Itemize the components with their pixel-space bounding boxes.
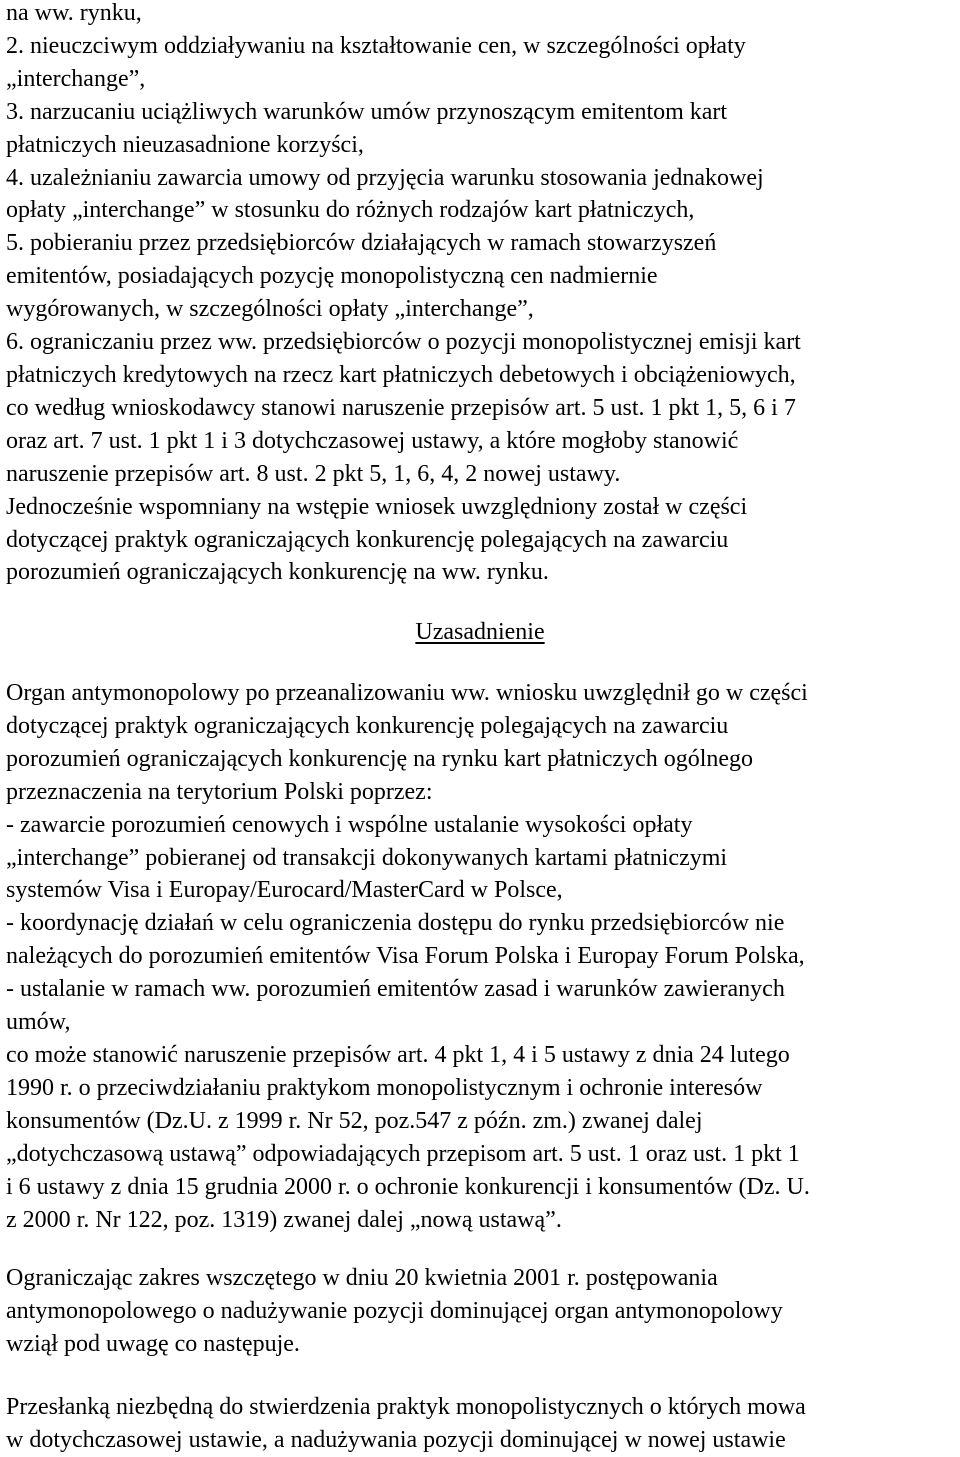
text-line: co według wnioskodawcy stanowi naruszenie przepisów art. 5 ust. 1 pkt 1, 5, 6 i 7 [6, 394, 796, 421]
text-line: z 2000 r. Nr 122, poz. 1319) zwanej dalej „nową ustawą”. [6, 1206, 562, 1233]
text-line: oraz art. 7 ust. 1 pkt 1 i 3 dotychczasowej ustawy, a które mogłoby stanowić [6, 427, 739, 454]
text-line: co może stanowić naruszenie przepisów art. 4 pkt 1, 4 i 5 ustawy z dnia 24 lutego [6, 1041, 790, 1068]
text-line: emitentów, posiadających pozycję monopolistyczną cen nadmiernie [6, 263, 658, 290]
text-line: 1990 r. o przeciwdziałaniu praktykom monopolistycznym i ochronie interesów [6, 1074, 763, 1101]
intro-list [6, 0, 801, 589]
text-line: należących do porozumień emitentów Visa Forum Polska i Europay Forum Polska, [6, 943, 805, 970]
text-line: - koordynację działań w celu ograniczenia dostępu do rynku przedsiębiorców nie [6, 910, 785, 937]
text-line: wygórowanych, w szczególności opłaty „interchange”, [6, 296, 534, 323]
text-line: na ww. rynku, [6, 0, 142, 26]
text-line: 6. ograniczaniu przez ww. przedsiębiorców o pozycji monopolistycznej emisji kart [6, 329, 801, 356]
text-line: Organ antymonopolowy po przeanalizowaniu ww. wniosku uwzględnił go w części [6, 680, 808, 706]
text-line: - zawarcie porozumień cenowych i wspólne ustalanie wysokości opłaty [6, 811, 693, 838]
text-line: dotyczącej praktyk ograniczających konkurencję polegających na zawarciu [6, 712, 729, 739]
text-line: 4. uzależnianiu zawarcia umowy od przyjęcia warunku stosowania jednakowej [6, 164, 764, 191]
text-line: „interchange” pobieranej od transakcji dokonywanych kartami płatniczymi [6, 844, 728, 871]
text-line: systemów Visa i Europay/Eurocard/MasterCard w Polsce, [6, 877, 563, 904]
text-line: 3. narzucaniu uciążliwych warunków umów przynoszącym emitentom kart [6, 98, 728, 125]
text-line: płatniczych nieuzasadnione korzyści, [6, 131, 364, 158]
text-line: Jednocześnie wspomniany na wstępie wniosek uwzględniony został w części [6, 493, 748, 520]
paragraph-premise [6, 1391, 806, 1457]
paragraph-justification [6, 677, 810, 1236]
text-line: Ograniczając zakres wszczętego w dniu 20 kwietnia 2001 r. postępowania [6, 1265, 718, 1291]
text-line: konsumentów (Dz.U. z 1999 r. Nr 52, poz.547 z późn. zm.) zwanej dalej [6, 1107, 703, 1134]
text-line: 5. pobieraniu przez przedsiębiorców działających w ramach stowarzyszeń [6, 230, 717, 257]
text-line: naruszenie przepisów art. 8 ust. 2 pkt 5, 1, 6, 4, 2 nowej ustawy. [6, 460, 621, 487]
text-line: płatniczych kredytowych na rzecz kart płatniczych debetowych i obciążeniowych, [6, 361, 796, 388]
text-line: „dotychczasową ustawą” odpowiadających przepisom art. 5 ust. 1 oraz ust. 1 pkt 1 [6, 1140, 800, 1167]
paragraph-scope [6, 1262, 783, 1361]
text-line: dotyczącej praktyk ograniczających konkurencję polegających na zawarciu [6, 526, 729, 553]
text-line: i 6 ustawy z dnia 15 grudnia 2000 r. o ochronie konkurencji i konsumentów (Dz. U. [6, 1173, 810, 1200]
text-line: opłaty „interchange” w stosunku do różnych rodzajów kart płatniczych, [6, 197, 695, 224]
text-line: porozumień ograniczających konkurencję na ww. rynku. [6, 559, 549, 586]
text-line: - ustalanie w ramach ww. porozumień emitentów zasad i warunków zawieranych [6, 976, 785, 1003]
text-line: antymonopolowego o nadużywanie pozycji dominującej organ antymonopolowy [6, 1297, 783, 1324]
text-line: wziął pod uwagę co następuje. [6, 1330, 300, 1357]
text-line: „interchange”, [6, 65, 146, 92]
text-line: umów, [6, 1009, 71, 1036]
text-line: w dotychczasowej ustawie, a nadużywania pozycji dominującej w nowej ustawie [6, 1426, 786, 1453]
text-line: porozumień ograniczających konkurencję na rynku kart płatniczych ogólnego [6, 745, 754, 772]
text-line: 2. nieuczciwym oddziaływaniu na kształtowanie cen, w szczególności opłaty [6, 32, 746, 59]
section-heading: Uzasadnienie [415, 619, 545, 645]
text-line: przeznaczenia na terytorium Polski poprzez: [6, 778, 433, 805]
text-line: Przesłanką niezbędną do stwierdzenia praktyk monopolistycznych o których mowa [6, 1394, 806, 1420]
